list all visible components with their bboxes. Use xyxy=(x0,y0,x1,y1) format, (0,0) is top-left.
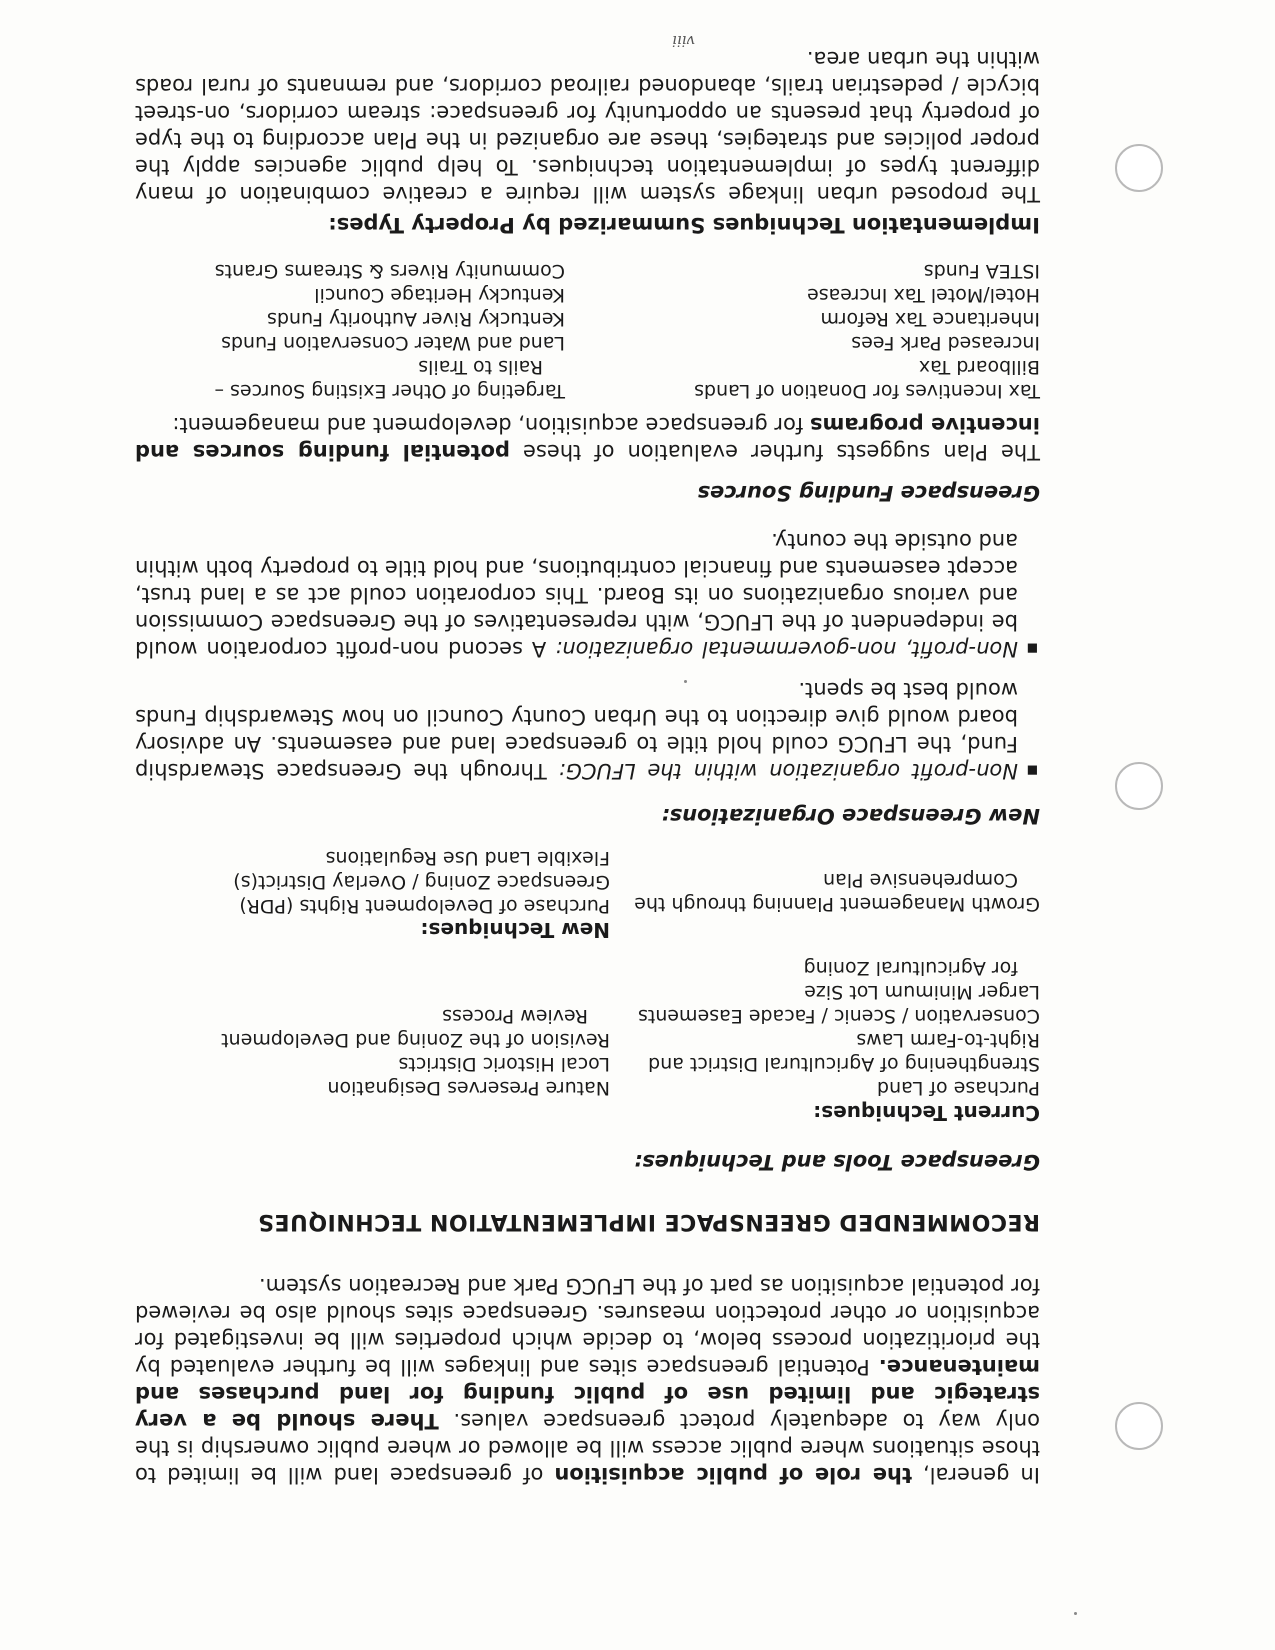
list-item: Local Historic Districts xyxy=(398,1053,610,1075)
funding-bold: potential funding sources and incentive programs xyxy=(135,413,1040,464)
list-item: Comprehensive Plan xyxy=(823,869,1018,891)
list-item: Increased Park Fees xyxy=(851,332,1040,354)
list-item: Conservation / Scenic / Facade Easements xyxy=(637,1005,1040,1027)
organizations-heading: New Greenspace Organizations: xyxy=(661,804,1040,828)
list-item: Kentucky River Authority Funds xyxy=(267,308,565,330)
list-item: Billboard Tax xyxy=(918,356,1040,378)
bullet-description: A second non-profit corporation would be independent of the LFUCG, with representatives of the Greenspace Commission and various organizations on its Board. This corporation could act as a land trust, accept easements and financial contributions, and hold title to property both within and outside the county. xyxy=(135,529,1018,661)
list-item: Larger Minimum Lot Size xyxy=(804,981,1040,1003)
intro-bold-1: the role of public acquisition xyxy=(554,1463,912,1487)
intro-text-3: Potential greenspace sites and linkages will be further evaluated by the prioritization process below, to decide which properties will be investigated for acquisition or other protection measures. Greenspace sites should also be reviewed for potential acquisition as part of the LFUCG Park and Recreation system. xyxy=(135,1274,1040,1379)
current-techniques-left xyxy=(610,942,1040,1100)
list-item: Land and Water Conservation Funds xyxy=(221,332,565,354)
bullet-text xyxy=(135,527,1018,662)
page-content xyxy=(135,45,1040,1488)
summary-heading: Implementation Techniques Summarized by Property Types: xyxy=(328,213,1040,237)
binder-hole-bottom xyxy=(1115,144,1163,192)
list-item: Targeting of Other Existing Sources – xyxy=(214,380,565,402)
list-item: Greenspace Zoning / Overlay District(s) xyxy=(233,871,610,893)
list-item: Right-to-Farm Laws xyxy=(856,1029,1040,1051)
bullet-marker: ■ xyxy=(1026,642,1038,656)
list-item: Tax Incentives for Donation of Lands xyxy=(694,380,1040,402)
current-techniques-right xyxy=(140,942,610,1100)
list-item: Growth Management Planning through the xyxy=(634,893,1040,915)
scan-speck xyxy=(1074,1612,1077,1615)
list-item: Kentucky Heritage Council xyxy=(314,284,565,306)
funding-paragraph xyxy=(135,411,1040,465)
list-item: Community Rivers & Streams Grants xyxy=(214,260,565,282)
current-techniques-list xyxy=(135,942,1040,1100)
funding-sources-right xyxy=(140,253,565,403)
list-item: Strengthening of Agricultural District and xyxy=(648,1053,1040,1075)
list-item: Flexible Land Use Regulations xyxy=(325,847,610,869)
list-item: Nature Preserves Designation xyxy=(327,1077,610,1099)
list-item: Hotel/Motel Tax Increase xyxy=(806,284,1040,306)
intro-text-2: of greenspace land will be limited to those situations where public access will be allowed or where public ownership is the only way to adequately protect greenspace values. xyxy=(135,1409,1040,1487)
current-techniques-heading: Current Techniques: xyxy=(813,1101,1040,1125)
funding-heading: Greenspace Funding Sources xyxy=(697,481,1040,505)
new-techniques-list xyxy=(135,842,1040,942)
list-item: Review Process xyxy=(442,1005,588,1027)
list-item: Rails to Trails xyxy=(418,356,543,378)
list-item: Purchase of Land xyxy=(876,1077,1040,1099)
bullet-marker: ■ xyxy=(1026,764,1038,778)
bullet-label: Non-profit, non-governmental organization: xyxy=(555,637,1018,661)
list-item: Revision of the Zoning and Development xyxy=(221,1029,610,1051)
intro-text-1: In general, xyxy=(911,1463,1040,1487)
intro-paragraph xyxy=(135,1272,1040,1488)
bullet-nongovernmental-organization xyxy=(135,527,1040,662)
binder-hole-middle xyxy=(1115,762,1163,810)
bullet-description: Through the Greenspace Stewardship Fund, the LFUCG could hold title to greenspace land and easements. An advisory board would give direction to the Urban County Council on how Stewardship Funds would best be spent. xyxy=(135,678,1018,783)
intro-bold-2: There should be a very strategic and limited use of public funding for land purchases and maintenance. xyxy=(134,1355,1040,1433)
summary-paragraph: The proposed urban linkage system will require a creative combination of many different types of implementation techniques. To help public agencies apply the proper policies and strategies, these are organized in the Plan according to the type of property that presents an opportunity for greenspace: stream corridors, on-street bicycle / pedestrian trails, abandoned railroad corridors, and remnants of rural roads within the urban area. xyxy=(135,47,1040,206)
funding-text-1: The Plan suggests further evaluation of these xyxy=(509,440,1040,464)
bullet-label: Non-profit organization within the LFUCG: xyxy=(558,759,1018,783)
list-item: ISTEA Funds xyxy=(923,260,1040,282)
new-techniques-heading: New Techniques: xyxy=(420,918,610,942)
list-item: Inheritance Tax Reform xyxy=(820,308,1040,330)
new-techniques-right xyxy=(140,842,610,942)
funding-sources-list xyxy=(135,253,1040,403)
tools-heading: Greenspace Tools and Techniques: xyxy=(633,1150,1040,1174)
page-number: viii xyxy=(672,32,695,50)
bullet-lfucg-organization xyxy=(135,676,1040,784)
list-item: Purchase of Development Rights (PDR) xyxy=(239,895,610,917)
list-item: for Agricultural Zoning xyxy=(803,957,1018,979)
section-title: RECOMMENDED GREENSPACE IMPLEMENTATION TECHNIQUES xyxy=(257,1209,1040,1234)
funding-text-2: for greenspace acquisition, development and management: xyxy=(172,413,810,437)
funding-sources-left xyxy=(565,253,1040,403)
binder-hole-top xyxy=(1115,1402,1163,1450)
bullet-text xyxy=(135,676,1018,784)
new-techniques-left xyxy=(610,842,1040,942)
